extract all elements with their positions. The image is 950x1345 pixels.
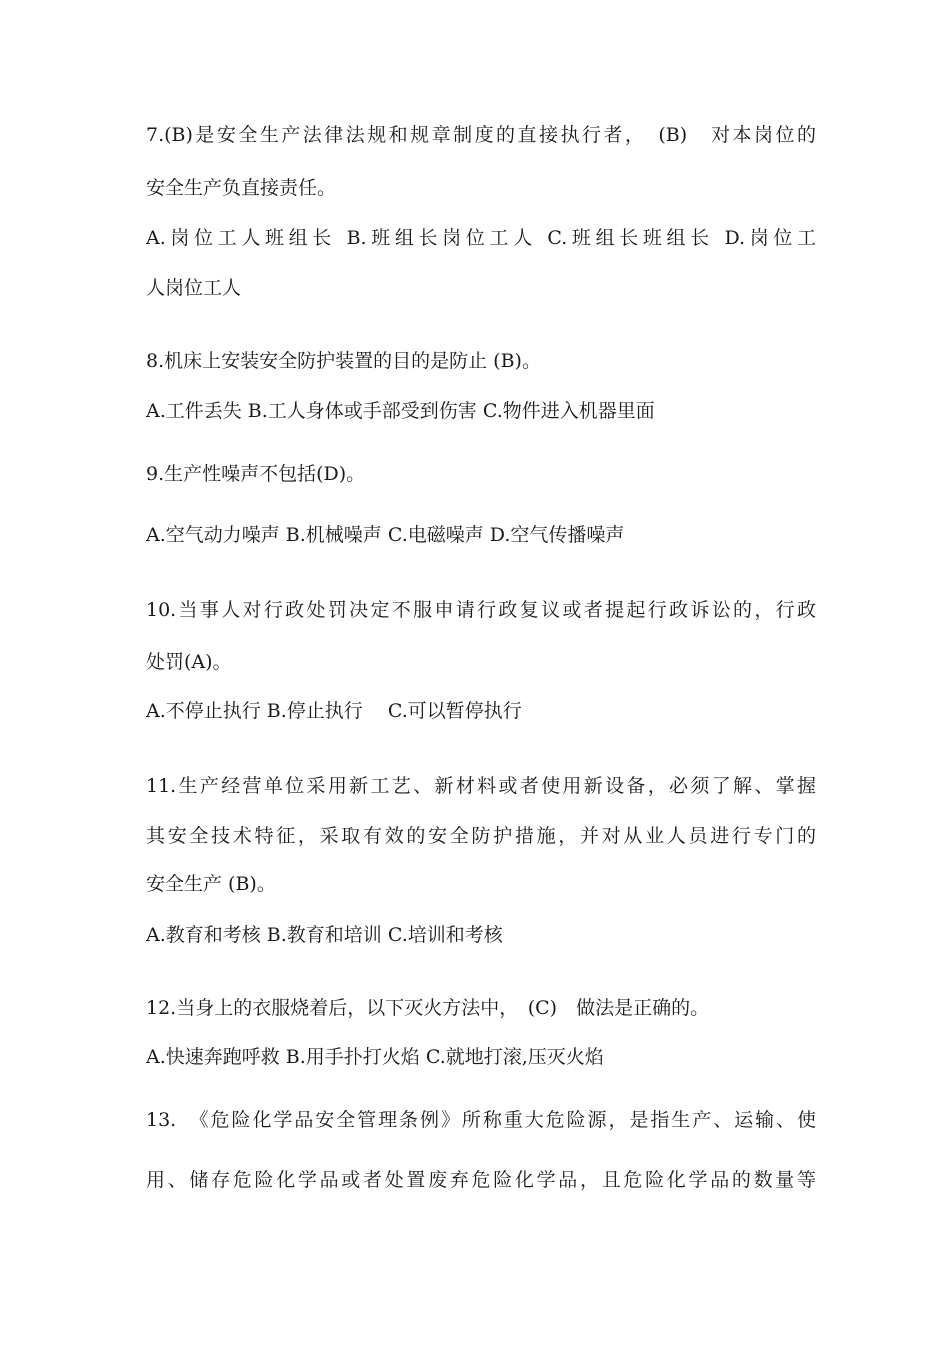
question-7-options-line-1: A.岗位工人班组长 B.班组长岗位工人 C.班组长班组长 D.岗位工: [146, 227, 816, 249]
question-11-line-3: 安全生产 (B)。: [146, 873, 276, 895]
question-12-options: A.快速奔跑呼救 B.用手扑打火焰 C.就地打滚,压灭火焰: [146, 1046, 604, 1068]
question-11-line-2: 其安全技术特征，采取有效的安全防护措施，并对从业人员进行专门的: [146, 825, 816, 847]
question-7-line-2: 安全生产负直接责任。: [146, 177, 337, 199]
question-8: 8.机床上安装安全防护装置的目的是防止 (B)。: [146, 350, 541, 372]
question-11-line-1: 11.生产经营单位采用新工艺、新材料或者使用新设备，必须了解、掌握: [146, 775, 816, 797]
question-8-options: A.工件丢失 B.工人身体或手部受到伤害 C.物件进入机器里面: [146, 400, 655, 422]
question-10-line-2: 处罚(A)。: [146, 651, 232, 673]
question-9: 9.生产性噪声不包括(D)。: [146, 463, 366, 485]
question-9-options: A.空气动力噪声 B.机械噪声 C.电磁噪声 D.空气传播噪声: [146, 524, 625, 546]
question-10-line-1: 10.当事人对行政处罚决定不服申请行政复议或者提起行政诉讼的，行政: [146, 599, 816, 621]
question-12: 12.当身上的衣服烧着后，以下灭火方法中， (C) 做法是正确的。: [146, 997, 710, 1019]
question-11-options: A.教育和考核 B.教育和培训 C.培训和考核: [146, 924, 503, 946]
question-7-options-line-2: 人岗位工人: [146, 277, 242, 299]
question-7-line-1: 7.(B)是安全生产法律法规和规章制度的直接执行者， (B) 对本岗位的: [146, 124, 816, 146]
question-13-line-2: 用、储存危险化学品或者处置废弃危险化学品，且危险化学品的数量等: [146, 1169, 816, 1191]
question-10-options: A.不停止执行 B.停止执行 C.可以暂停执行: [146, 700, 522, 722]
question-13-line-1: 13. 《危险化学品安全管理条例》所称重大危险源，是指生产、运输、使: [146, 1109, 816, 1131]
